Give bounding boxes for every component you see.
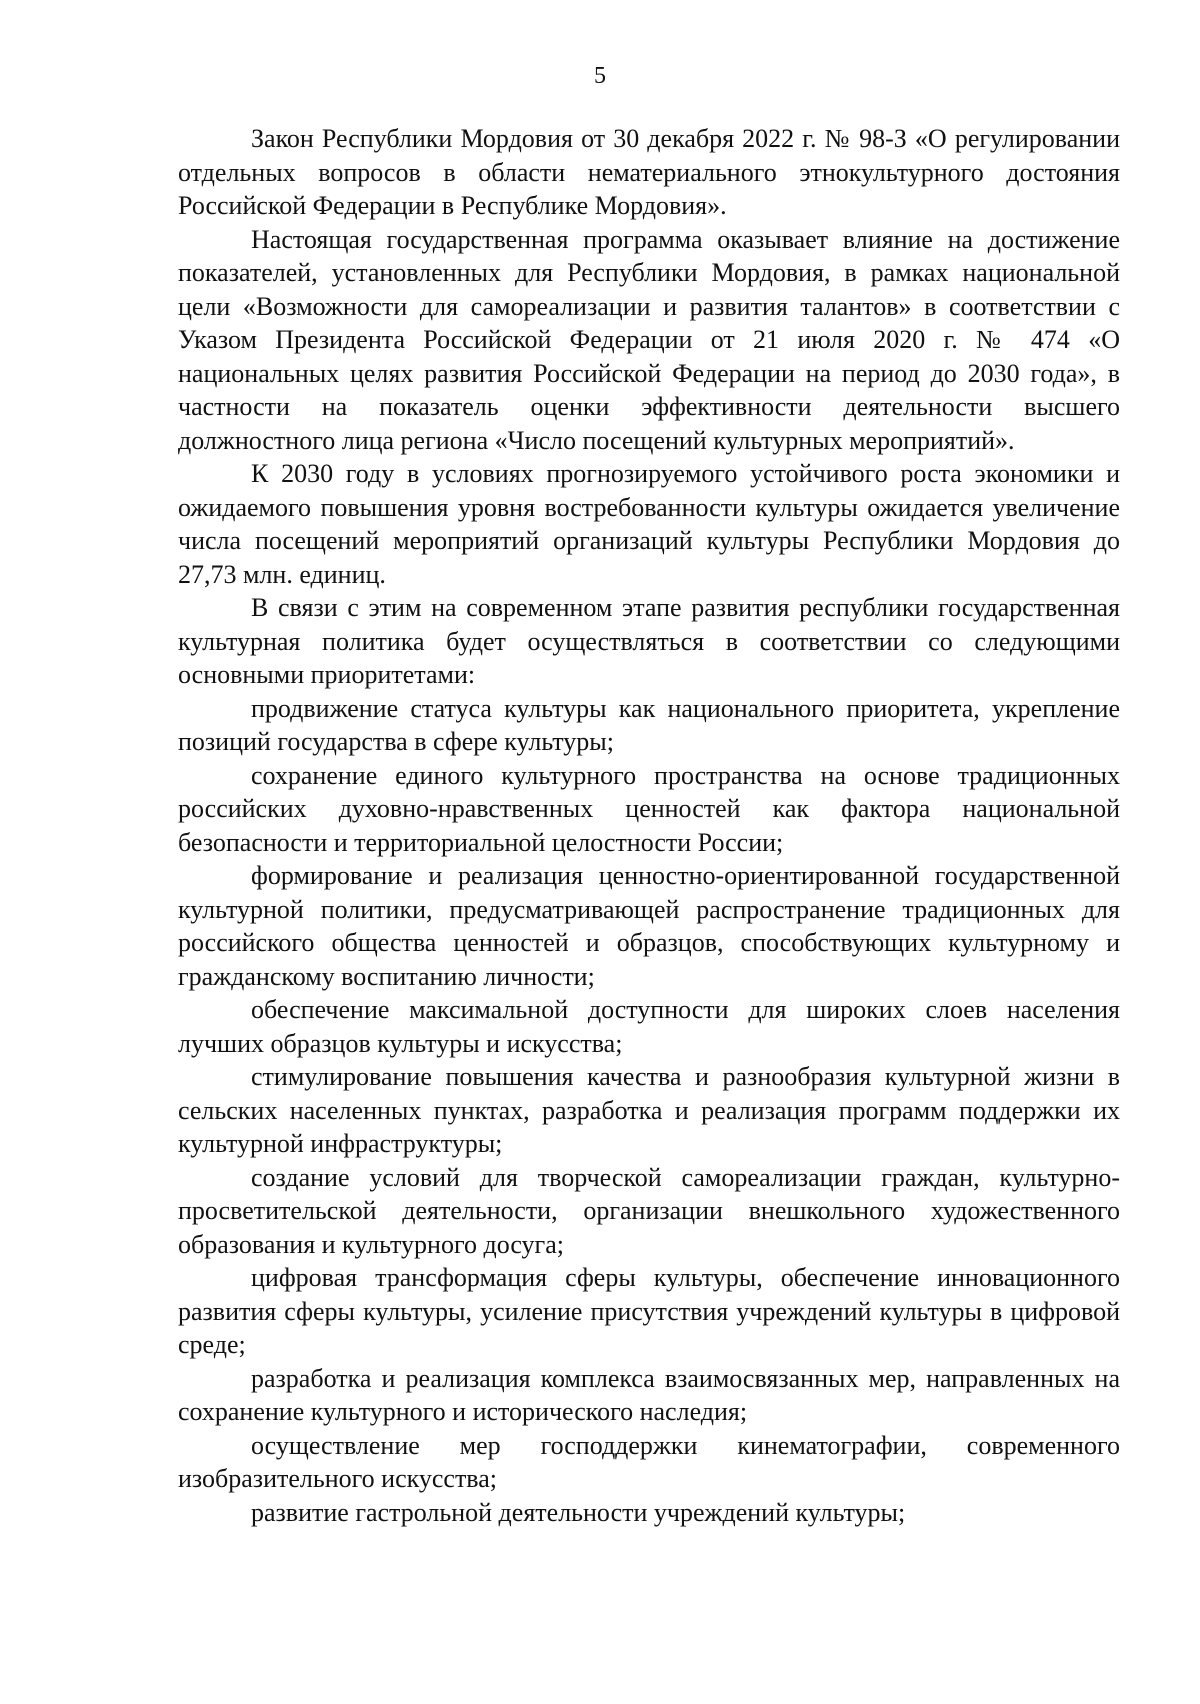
paragraph-forecast-2030: К 2030 году в условиях прогнозируемого устойчивого роста экономики и ожидаемого повышения уровня востребованности культуры ожидается увеличение числа посещений мероприятий организаций культуры Республики Мордовия до 27,73 млн. единиц. [178,459,1120,589]
paragraph-priorities-intro: В связи с этим на современном этапе развития республики государственная культурная политика будет осуществляться в соответствии со следующими основными приоритетами: [178,593,1120,689]
priority-item: развитие гастрольной деятельности учреждений культуры; [251,1497,906,1527]
priority-item: цифровая трансформация сферы культуры, обеспечение инновационного развития сферы культуры, усиление присутствия учреждений культуры в цифровой среде; [178,1263,1120,1359]
paragraph-program-impact: Настоящая государственная программа оказывает влияние на достижение показателей, установленных для Республики Мордовия, в рамках национальной цели «Возможности для самореализации и развития талантов» в соответствии с Указом Президента Российской Федерации от 21 июля 2020 г. № 474 «О национальных целях развития Российской Федерации на период до 2030 года», в частности на показатель оценки эффективности деятельности высшего должностного лица региона «Число посещений культурных мероприятий». [178,224,1120,455]
priority-item: стимулирование повышения качества и разнообразия культурной жизни в сельских населенных пунктах, разработка и реализация программ поддержки их культурной инфраструктуры; [178,1062,1120,1158]
priority-item: продвижение статуса культуры как национального приоритета, укрепление позиций государства в сфере культуры; [178,693,1120,756]
paragraph-law-reference: Закон Республики Мордовия от 30 декабря 2022 г. № 98-З «О регулировании отдельных вопросов в области нематериального этнокультурного достояния Российской Федерации в Республике Мордовия». [178,124,1120,220]
page-number: 5 [594,63,606,89]
priority-item: формирование и реализация ценностно-ориентированной государственной культурной политики, предусматривающей распространение традиционных для российского общества ценностей и образцов, способствующих культурному и гражданскому воспитанию личности; [178,861,1120,991]
priority-item: осуществление мер господдержки кинематографии, современного изобразительного искусства; [178,1430,1120,1493]
priority-item: обеспечение максимальной доступности для широких слоев населения лучших образцов культуры и искусства; [178,995,1120,1058]
document-body [178,122,1120,1529]
priority-item: создание условий для творческой самореализации граждан, культурно-просветительской деятельности, организации внешкольного художественного образования и культурного досуга; [178,1162,1120,1259]
priority-item: сохранение единого культурного пространства на основе традиционных российских духовно-нравственных ценностей как фактора национальной безопасности и территориальной целостности России; [178,760,1120,857]
priority-item: разработка и реализация комплекса взаимосвязанных мер, направленных на сохранение культурного и исторического наследия; [178,1363,1120,1426]
